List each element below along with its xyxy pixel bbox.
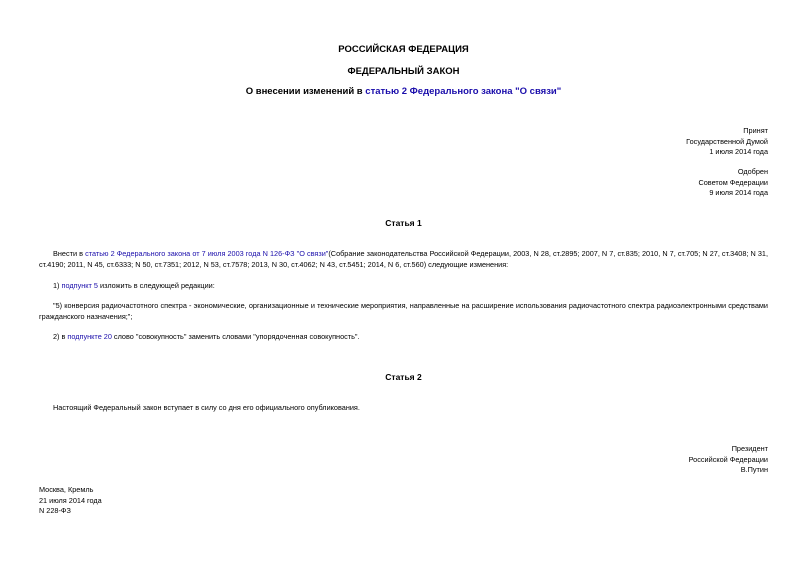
signature-block (689, 444, 768, 476)
approved-line-1: Одобрен (737, 167, 768, 176)
article-1-item-2 (39, 331, 768, 342)
approved-line-3: 9 июля 2014 года (709, 188, 768, 197)
article-1-item-1 (39, 280, 768, 291)
place-line-3: N 228-ФЗ (39, 506, 71, 515)
signature-line-2: Российской Федерации (688, 454, 768, 464)
article-1-intro-link[interactable]: статью 2 Федерального закона от 7 июля 2003 года N 126-ФЗ "О связи" (85, 249, 329, 258)
country-heading: РОССИЙСКАЯ ФЕДЕРАЦИЯ (338, 44, 469, 55)
law-title-prefix: О внесении изменений в (245, 86, 366, 97)
article-1-quote: "5) конверсия радиочастотного спектра - экономические, организационные и технические мероприятия, направленные на расширение использования радиочастотного спектра радиоэлектронными средствами гражданского назначения;"; (39, 301, 768, 321)
approved-line-2: Советом Федерации (698, 177, 768, 187)
adopted-block (686, 126, 768, 158)
law-title (0, 86, 807, 97)
article-1-intro-prefix: Внести в (53, 249, 86, 258)
adopted-line-3: 1 июля 2014 года (709, 147, 768, 156)
doc-type-heading: ФЕДЕРАЛЬНЫЙ ЗАКОН (347, 66, 460, 77)
approved-block (698, 167, 768, 199)
place-line-1: Москва, Кремль (39, 485, 94, 494)
place-date-block (39, 485, 102, 517)
adopted-line-1: Принят (743, 126, 768, 135)
article-2-text: Настоящий Федеральный закон вступает в силу со дня его официального опубликования. (53, 403, 360, 412)
item-1-prefix: 1) (53, 281, 62, 290)
item-2-prefix: 2) в (53, 332, 68, 341)
law-title-link[interactable]: статью 2 Федерального закона "О связи" (365, 86, 562, 97)
article-1-heading: Статья 1 (385, 218, 422, 228)
item-1-link[interactable]: подпункт 5 (61, 281, 98, 290)
item-2-suffix: слово "совокупность" заменить словами "упорядоченная совокупность". (111, 332, 360, 341)
item-2-link[interactable]: подпункте 20 (67, 332, 112, 341)
place-line-2: 21 июля 2014 года (39, 495, 102, 505)
signature-line-3: В.Путин (740, 465, 768, 474)
item-1-suffix: изложить в следующей редакции: (97, 281, 215, 290)
article-2-heading: Статья 2 (385, 372, 422, 382)
article-1-intro (39, 248, 768, 270)
signature-line-1: Президент (731, 444, 768, 453)
adopted-line-2: Государственной Думой (686, 136, 768, 146)
article-1-intro-suffix: (Собрание законодательства Российской Федерации, 2003, N 28, ст.2895; 2007, N 7, ст.835; 2010, N 7, ст.705; N 27, ст.3408; N 31, ст.4190; 2011, N 45, ст.6333; N 50, ст.7351; 2012, N 53, ст.7578; 2013, N 30, ст.4062; N 43, ст.5451; 2014, N 6, ст.560) следующие изменения: (39, 249, 768, 269)
